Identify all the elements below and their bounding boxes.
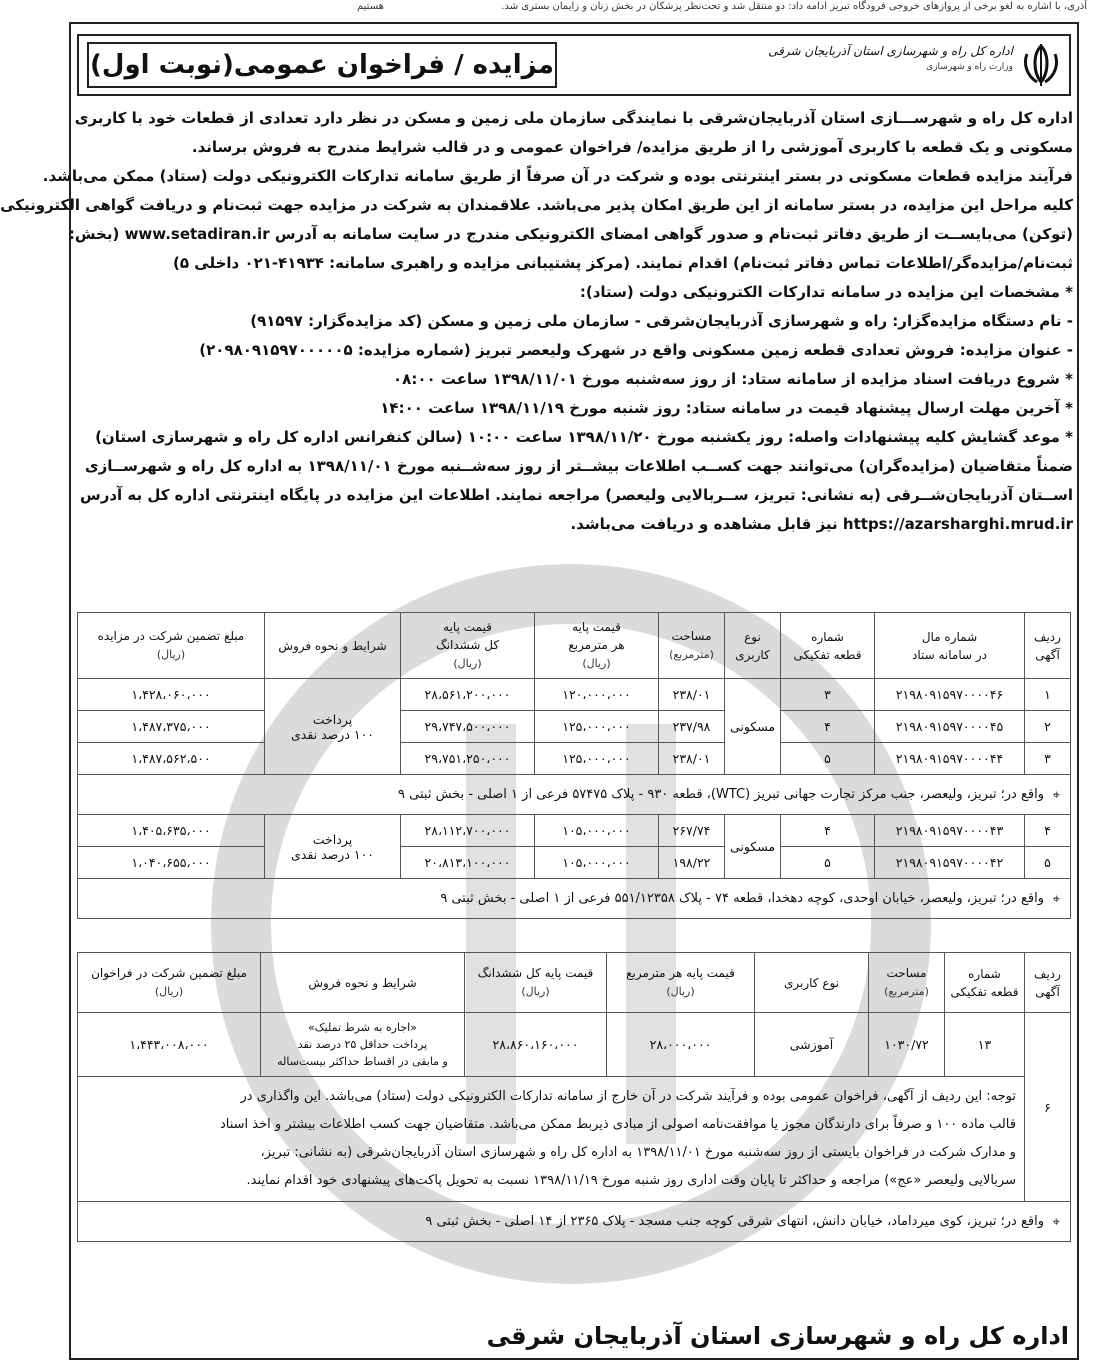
note-line: و مدارک شرکت در فراخوان بایستی از روز سه‌شنبه مورخ ۱۳۹۸/۱۱/۰۱ به اداره کل راه و شهرسازی استان آذربایجان‌شرقی (به نشانی: تبریز، xyxy=(260,1145,1016,1160)
body-line: ضمناً متقاضیان (مزایده‌گران) می‌توانند جهت کســب اطلاعات بیشــتر از روز سه‌شــنبه مورخ ۱۳۹۸/۱۱/۰۱ به اداره کل راه و شهرســازی xyxy=(84,457,1073,475)
top-news-strip xyxy=(39,0,1095,16)
use-cell: مسکونی xyxy=(725,679,781,775)
page-title: مزایده / فراخوان عمومی(نوبت اول) xyxy=(87,42,557,88)
col-header-row: ردیف آگهی xyxy=(1025,953,1071,1013)
location-row: ⌖واقع در؛ تبریز، کوی میرداماد، خیابان دانش، انتهای شرقی کوچه جنب مسجد - پلاک ۲۳۶۵ از ۱۴ اصلی - بخش ثبتی ۹ xyxy=(78,1202,1071,1242)
table-row: ۴ ۲۱۹۸۰۹۱۵۹۷۰۰۰۰۴۳ ۴ مسکونی ۲۶۷/۷۴ ۱۰۵،۰۰۰،۰۰۰ ۲۸،۱۱۲،۷۰۰،۰۰۰ پرداخت ۱۰۰ درصد نقدی ۱،۴۰۵،۶۳۵،۰۰۰ xyxy=(78,815,1071,847)
body-line: ثبت‌نام/مزایده‌گر/اطلاعات تماس دفاتر ثبت‌نام) اقدام نمایند. (مرکز پشتیبانی مزایده و راهبری سامانه: ۴۱۹۳۴-۰۲۱ داخلی ۵) xyxy=(173,254,1073,272)
ad-body-text xyxy=(0,104,1073,539)
col-header-deposit: مبلغ تضمین شرکت در فراخوان (ریال) xyxy=(78,953,261,1013)
top-strip-left: هستیم xyxy=(357,1,384,12)
table-row: ۱ ۲۱۹۸۰۹۱۵۹۷۰۰۰۰۴۶ ۳ مسکونی ۲۳۸/۰۱ ۱۲۰،۰۰۰،۰۰۰ ۲۸،۵۶۱،۲۰۰،۰۰۰ پرداخت ۱۰۰ درصد نقدی ۱،۴۲۸،۰۶۰،۰۰۰ xyxy=(78,679,1071,711)
location-pin-icon: ⌖ xyxy=(1052,787,1060,803)
location-row: ⌖واقع در؛ تبریز، ولیعصر، خیابان اوحدی، کوچه دهخدا، قطعه ۷۴ - پلاک ۵۵۱/۱۲۳۵۸ فرعی از ۱ اصلی - بخش ثبتی ۹ xyxy=(78,879,1071,919)
col-header-total-price: قیمت پایه کل ششدانگ (ریال) xyxy=(401,613,535,679)
col-header-use: نوع کاربری xyxy=(725,613,781,679)
spec-item: * موعد گشایش کلیه پیشنهادات واصله: روز یکشنبه مورخ ۱۳۹۸/۱۱/۲۰ ساعت ۱۰:۰۰ (سالن کنفرانس اداره کل راه و شهرسازی استان) xyxy=(95,428,1073,446)
col-header-area: مساحت (مترمربع) xyxy=(869,953,945,1013)
col-header-use: نوع کاربری xyxy=(755,953,869,1013)
spec-item: - نام دستگاه مزایده‌گزار: راه و شهرسازی آذربایجان‌شرقی - سازمان ملی زمین و مسکن (کد مزایده‌گزار: ۹۱۵۹۷) xyxy=(250,312,1073,330)
advertisement-frame xyxy=(0,22,1079,1360)
spec-title: * مشخصات این مزایده در سامانه تدارکات الکترونیکی دولت (ستاد): xyxy=(579,283,1073,301)
col-header-unit-price: قیمت پایه هر مترمربع (ریال) xyxy=(607,953,755,1013)
col-header-plot: شماره قطعه تفکیکی xyxy=(781,613,875,679)
auction-table xyxy=(77,612,1071,919)
col-header-row: ردیف آگهی xyxy=(1025,613,1071,679)
spec-item: - عنوان مزایده: فروش تعدادی قطعه زمین مسکونی واقع در شهرک ولیعصر تبریز (شماره مزایده: ۲۰۹۸۰۹۱۵۹۷۰۰۰۰۰۵) xyxy=(199,341,1073,359)
note-line: قالب ماده ۱۰۰ و صرفاً برای دارندگان مجوز یا موافقت‌نامه اصولی از مبادی ذیربط ممکن می‌باشد. متقاضیان جهت کسب اطلاعات بیشتر و اخذ اسناد xyxy=(219,1117,1016,1132)
table-row: ۵ ۲۱۹۸۰۹۱۵۹۷۰۰۰۰۴۲ ۵ ۱۹۸/۲۲ ۱۰۵،۰۰۰،۰۰۰ ۲۰،۸۱۳،۱۰۰،۰۰۰ ۱،۰۴۰،۶۵۵،۰۰۰ xyxy=(78,847,1071,879)
table-row: ۲ ۲۱۹۸۰۹۱۵۹۷۰۰۰۰۴۵ ۴ ۲۳۷/۹۸ ۱۲۵،۰۰۰،۰۰۰ ۲۹،۷۴۷،۵۰۰،۰۰۰ ۱،۴۸۷،۳۷۵،۰۰۰ xyxy=(78,711,1071,743)
col-header-area: مساحت (مترمربع) xyxy=(659,613,725,679)
location-row: ⌖واقع در؛ تبریز، ولیعصر، جنب مرکز تجارت جهانی تبریز (WTC)، قطعه ۹۳۰ - پلاک ۵۷۴۷۵ فرعی از ۱ اصلی - بخش ثبتی ۹ xyxy=(78,775,1071,815)
body-line: https://azarsharghi.mrud.ir نیز قابل مشاهده و دریافت می‌باشد. xyxy=(570,515,1073,533)
iran-emblem-icon xyxy=(1019,42,1063,88)
terms-cell: پرداخت ۱۰۰ درصد نقدی xyxy=(265,679,401,775)
col-header-unit-price: قیمت پایه هر مترمربع (ریال) xyxy=(535,613,659,679)
col-header-plot: شماره قطعه تفکیکی xyxy=(945,953,1025,1013)
tender-table xyxy=(77,952,1071,1242)
col-header-property: شماره مال در سامانه ستاد xyxy=(875,613,1025,679)
org-line-2: وزارت راه و شهرسازی xyxy=(926,62,1013,72)
note-row xyxy=(78,1077,1071,1202)
col-header-terms: شرایط و نحوه فروش xyxy=(261,953,465,1013)
body-line: اســتان آذربایجان‌شــرقی (به نشانی: تبریز، ســربالایی ولیعصر) مراجعه نمایند. اطلاعات این مزایده در پایگاه اینترنتی اداره کل به آدرس xyxy=(80,486,1073,504)
body-line: مسکونی و یک قطعه با کاربری آموزشی را از طریق مزایده/ فراخوان عمومی و در قالب شرایط مندرج به فروش برساند. xyxy=(191,138,1073,156)
top-strip-right: آذری، با اشاره به لغو برخی از پروازهای خروجی فرودگاه تبریز ادامه داد: دو منتقل شد و تحت‌نظر پزشکان در بخش زنان و زایمان بستری شد. xyxy=(501,1,1087,12)
footer-signature: اداره کل راه و شهرسازی استان آذربایجان شرقی xyxy=(486,1322,1069,1350)
col-header-terms: شرایط و نحوه فروش xyxy=(265,613,401,679)
body-line: (توکن) می‌بایســت از طریق دفاتر ثبت‌نام و صدور گواهی امضای الکترونیکی مندرج در سایت سامانه به آدرس www.setadiran.ir (بخش: xyxy=(68,225,1073,243)
spec-item: * آخرین مهلت ارسال پیشنهاد قیمت در سامانه ستاد: روز شنبه مورخ ۱۳۹۸/۱۱/۱۹ ساعت ۱۴:۰۰ xyxy=(380,399,1073,417)
body-line: اداره کل راه و شهرســـازی استان آذربایجان‌شرقی با نمایندگی سازمان ملی زمین و مسکن در نظر دارد تعدادی از قطعات خود با کاربری xyxy=(74,109,1073,127)
org-line-1: اداره کل راه و شهرسازی استان آذربایجان شرقی xyxy=(768,44,1013,58)
body-line: کلیه مراحل این مزایده، در بستر سامانه از این طریق امکان پذیر می‌باشد. علاقمندان به شرکت در مزایده جهت ثبت‌نام و دریافت گواهی الکترونیکی xyxy=(0,196,1073,214)
terms-cell: «اجاره به شرط تملیک» پرداخت حداقل ۲۵ درصد نقد و مابقی در اقساط حداکثر بیست‌ساله xyxy=(261,1013,465,1077)
table-row: ۶ ۱۳ ۱۰۳۰/۷۲ آموزشی ۲۸،۰۰۰،۰۰۰ ۲۸،۸۶۰،۱۶۰،۰۰۰ «اجاره به شرط تملیک» پرداخت حداقل ۲۵ درصد نقد و مابقی در اقساط حداکثر بیست‌ساله ۱،۴۴۳،۰۰۸،۰۰۰ xyxy=(78,1013,1071,1077)
location-pin-icon: ⌖ xyxy=(1052,891,1060,907)
note-line: سربالایی ولیعصر «عج») مراجعه و حداکثر تا پایان وقت اداری روز شنبه مورخ ۱۳۹۸/۱۱/۱۹ نسبت به تحویل پاکت‌های پیشنهادی خود اقدام نمایند. xyxy=(246,1173,1016,1188)
body-line: فرآیند مزایده قطعات مسکونی در بستر اینترنتی بوده و شرکت در آن صرفاً از طریق سامانه تدارکات الکترونیکی دولت (ستاد) ممکن می‌باشد. xyxy=(42,167,1073,185)
use-cell: مسکونی xyxy=(725,815,781,879)
ad-header xyxy=(77,34,1071,96)
terms-cell: پرداخت ۱۰۰ درصد نقدی xyxy=(265,815,401,879)
organization-name xyxy=(768,44,1013,72)
location-pin-icon: ⌖ xyxy=(1052,1214,1060,1230)
spec-item: * شروع دریافت اسناد مزایده از سامانه ستاد: از روز سه‌شنبه مورخ ۱۳۹۸/۱۱/۰۱ ساعت ۰۸:۰۰ xyxy=(393,370,1073,388)
note-line: توجه: این ردیف از آگهی، فراخوان عمومی بوده و فرآیند شرکت در آن خارج از سامانه تدارکات الکترونیکی دولت (ستاد) می‌باشد. این واگذاری در xyxy=(240,1089,1016,1104)
col-header-total-price: قیمت پایه کل ششدانگ (ریال) xyxy=(465,953,607,1013)
col-header-deposit: مبلغ تضمین شرکت در مزایده (ریال) xyxy=(78,613,265,679)
table-row: ۳ ۲۱۹۸۰۹۱۵۹۷۰۰۰۰۴۴ ۵ ۲۳۸/۰۱ ۱۲۵،۰۰۰،۰۰۰ ۲۹،۷۵۱،۲۵۰،۰۰۰ ۱،۴۸۷،۵۶۲،۵۰۰ xyxy=(78,743,1071,775)
